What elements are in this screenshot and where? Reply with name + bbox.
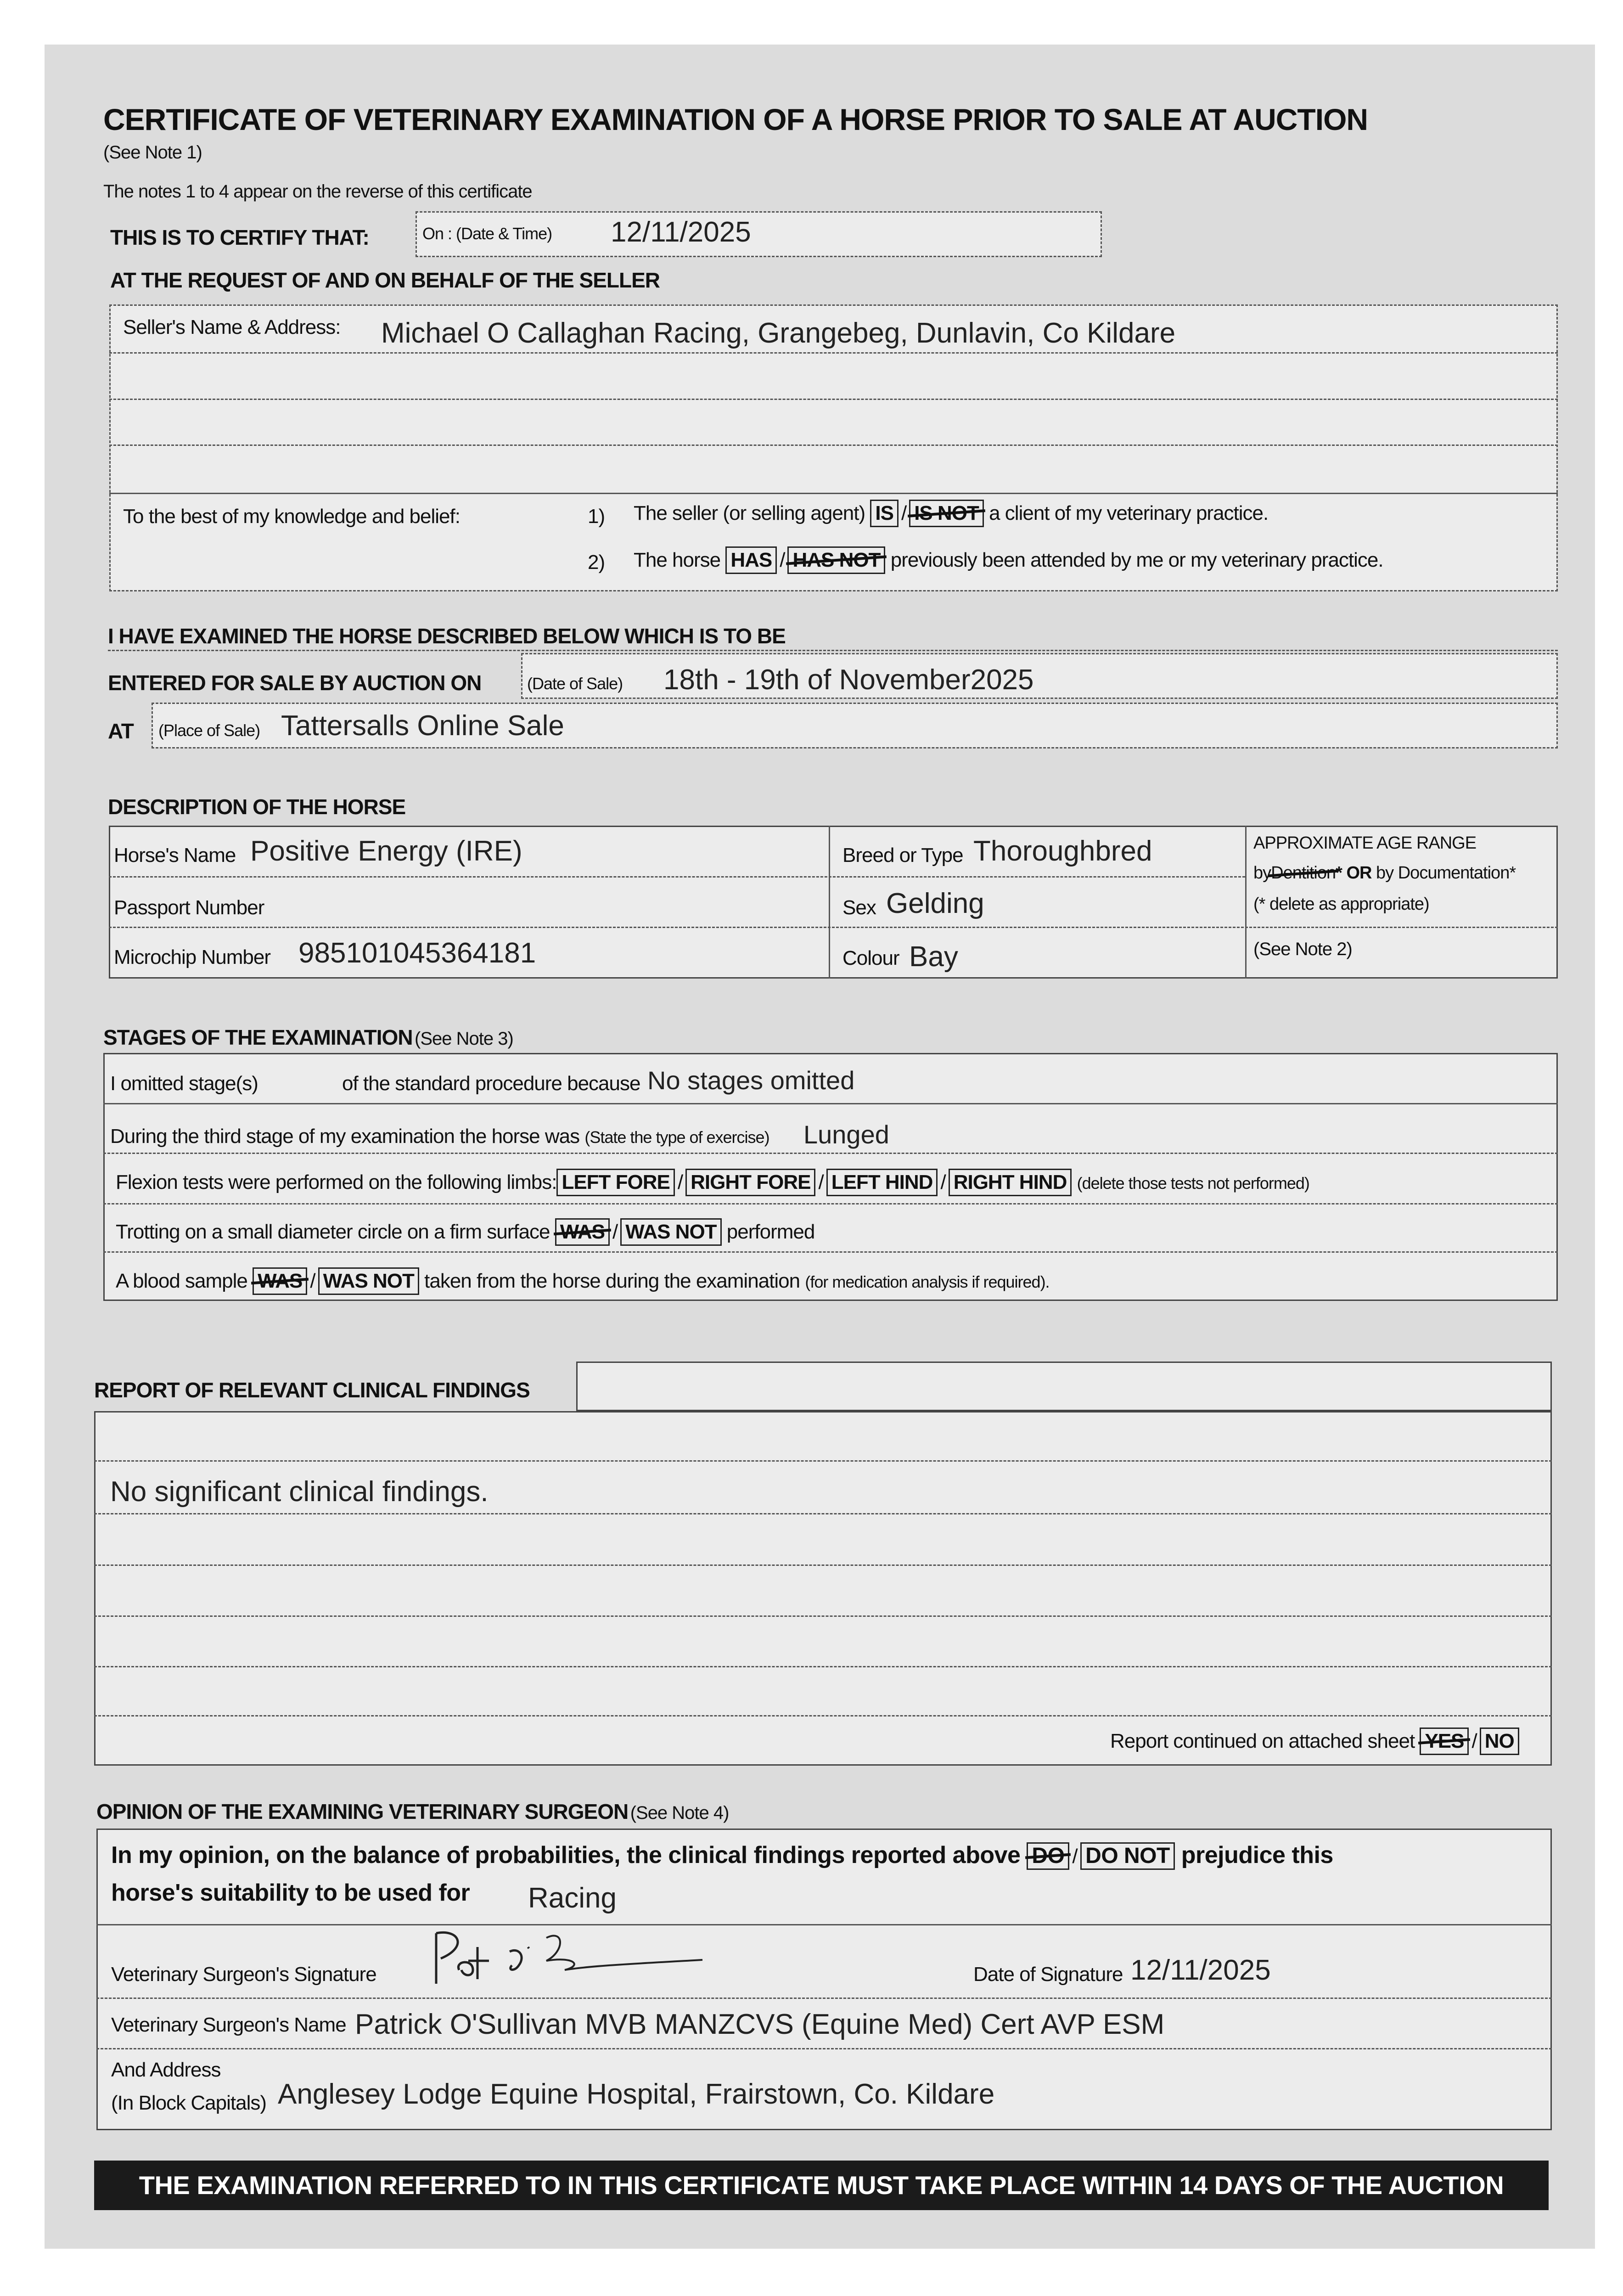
report-continued-row: Report continued on attached sheet YES / NO (1110, 1728, 1519, 1755)
third-stage-small: (State the type of exercise) (584, 1128, 769, 1147)
is-option[interactable]: IS (870, 500, 899, 527)
flexion-note: (delete those tests not performed) (1077, 1174, 1309, 1193)
omitted-mid: of the standard procedure because (342, 1072, 640, 1095)
seller-name-value[interactable]: Michael O Callaghan Racing, Grangebeg, Dunlavin, Co Kildare (381, 317, 1176, 349)
has-option[interactable]: HAS (725, 546, 777, 574)
opinion-heading: OPINION OF THE EXAMINING VETERINARY SURGEON (96, 1800, 629, 1823)
age-see-note: (See Note 2) (1253, 939, 1352, 959)
age-delete-note: (* delete as appropriate) (1253, 895, 1429, 914)
left-hind-option[interactable]: LEFT HIND (826, 1169, 938, 1196)
opinion-heading-row (96, 1799, 729, 1824)
blood-row: A blood sample WAS / WAS NOT taken from the horse during the examination (for medication analysis if required). (116, 1267, 1050, 1295)
sex-value: Gelding (886, 888, 984, 919)
colour-label: Colour (842, 947, 899, 969)
continued-no-option[interactable]: NO (1480, 1728, 1519, 1755)
is-not-option[interactable]: IS NOT (909, 500, 984, 527)
opinion-row-1: In my opinion, on the balance of probabilities, the clinical findings reported above DO / DO NOT prejudice this (111, 1841, 1333, 1870)
breed-label: Breed or Type (842, 844, 963, 867)
age-by: by (1253, 863, 1271, 883)
item2-tail: previously been attended by me or my veterinary practice. (890, 549, 1383, 571)
blood-label: A blood sample (116, 1270, 247, 1292)
third-stage-value: Lunged (803, 1120, 889, 1149)
opinion-text-3: horse's suitability to be used for (111, 1880, 470, 1906)
left-fore-option[interactable]: LEFT FORE (556, 1169, 674, 1196)
colour-value: Bay (909, 941, 958, 973)
see-note-1: (See Note 1) (103, 142, 202, 163)
item1-tail: a client of my veterinary practice. (989, 502, 1269, 524)
sale-date-value: 18th - 19th of November2025 (663, 664, 1034, 696)
continued-yes-option[interactable]: YES (1420, 1728, 1469, 1755)
opinion-text-1: In my opinion, on the balance of probabilities, the clinical findings reported above (111, 1842, 1021, 1868)
belief-label: To the best of my knowledge and belief: (123, 505, 460, 528)
signature-date-value: 12/11/2025 (1130, 1954, 1271, 1986)
flexion-label: Flexion tests were performed on the following limbs: (116, 1171, 557, 1193)
stages-note: (See Note 3) (415, 1029, 513, 1049)
opinion-note: (See Note 4) (630, 1803, 729, 1823)
entered-label: ENTERED FOR SALE BY AUCTION ON (108, 671, 482, 695)
sale-place-label: (Place of Sale) (158, 721, 260, 740)
on-date-label: On : (Date & Time) (422, 224, 552, 243)
signature-label: Veterinary Surgeon's Signature (111, 1963, 376, 1986)
sale-place-value: Tattersalls Online Sale (281, 710, 564, 742)
vet-name-value: Patrick O'Sullivan MVB MANZCVS (Equine Med) Cert AVP ESM (355, 2009, 1165, 2040)
age-heading: APPROXIMATE AGE RANGE (1253, 833, 1477, 853)
age-documentation[interactable]: by Documentation* (1376, 863, 1516, 883)
certify-label: THIS IS TO CERTIFY THAT: (110, 225, 369, 249)
address-label-1: And Address (111, 2059, 221, 2081)
seller-name-label: Seller's Name & Address: (123, 316, 341, 338)
item2-text: The horse (634, 549, 721, 571)
on-date-value: 12/11/2025 (611, 216, 751, 248)
right-hind-option[interactable]: RIGHT HIND (949, 1169, 1072, 1196)
blood-tail: taken from the horse during the examination (424, 1270, 800, 1292)
microchip-label: Microchip Number (114, 946, 270, 968)
certificate-title: CERTIFICATE OF VETERINARY EXAMINATION OF A HORSE PRIOR TO SALE AT AUCTION (103, 102, 1368, 136)
trot-was-not-option[interactable]: WAS NOT (620, 1218, 721, 1246)
trot-tail: performed (726, 1221, 815, 1243)
passport-label: Passport Number (114, 896, 264, 919)
horse-heading: DESCRIPTION OF THE HORSE (108, 795, 406, 819)
report-value: No significant clinical findings. (110, 1476, 489, 1508)
address-label-2: (In Block Capitals) (111, 2092, 267, 2114)
right-fore-option[interactable]: RIGHT FORE (685, 1169, 815, 1196)
horse-name-value: Positive Energy (IRE) (250, 835, 522, 867)
third-stage-row (110, 1125, 769, 1148)
age-or: * OR (1336, 863, 1372, 883)
stages-heading-row (103, 1025, 513, 1050)
trot-was-option[interactable]: WAS (555, 1218, 610, 1246)
signature-date-label: Date of Signature (973, 1963, 1123, 1986)
has-not-option[interactable]: HAS NOT (787, 546, 885, 574)
omitted-label: I omitted stage(s) (110, 1072, 258, 1095)
item2-num: 2) (588, 551, 605, 574)
third-stage-label: During the third stage of my examination the horse was (110, 1125, 580, 1148)
age-dentition-struck[interactable]: Dentition (1271, 863, 1336, 883)
omitted-value: No stages omitted (647, 1066, 855, 1095)
blood-small: (for medication analysis if required). (805, 1272, 1050, 1291)
notes-text: The notes 1 to 4 appear on the reverse of this certificate (103, 181, 532, 202)
breed-value: Thoroughbred (973, 835, 1152, 867)
horse-name-label: Horse's Name (114, 844, 236, 867)
item1-text: The seller (or selling agent) (634, 502, 865, 524)
trot-label: Trotting on a small diameter circle on a firm surface (116, 1221, 550, 1243)
item1-num: 1) (588, 505, 605, 528)
item1-row: The seller (or selling agent) IS / IS NOT a client of my veterinary practice. (634, 500, 1268, 527)
opinion-do-option[interactable]: DO (1027, 1842, 1069, 1870)
footer-banner: THE EXAMINATION REFERRED TO IN THIS CERTIFICATE MUST TAKE PLACE WITHIN 14 DAYS OF THE AUCTION (94, 2161, 1549, 2210)
report-continued-label: Report continued on attached sheet (1110, 1730, 1415, 1752)
report-box[interactable] (94, 1411, 1552, 1766)
vet-name-label: Veterinary Surgeon's Name (111, 2014, 346, 2036)
opinion-text-2: prejudice this (1181, 1842, 1333, 1868)
opinion-use-value: Racing (528, 1882, 617, 1914)
at-label: AT (108, 719, 134, 743)
stages-heading: STAGES OF THE EXAMINATION (103, 1025, 413, 1049)
request-label: AT THE REQUEST OF AND ON BEHALF OF THE SELLER (110, 268, 660, 292)
item2-row: The horse HAS / HAS NOT previously been attended by me or my veterinary practice. (634, 546, 1383, 574)
blood-was-not-option[interactable]: WAS NOT (318, 1267, 419, 1295)
blood-was-option[interactable]: WAS (253, 1267, 307, 1295)
vet-address-value: Anglesey Lodge Equine Hospital, Frairstown, Co. Kildare (278, 2078, 995, 2110)
trot-row: Trotting on a small diameter circle on a firm surface WAS / WAS NOT performed (116, 1218, 814, 1246)
age-options (1253, 863, 1516, 883)
sex-label: Sex (842, 896, 876, 919)
microchip-value: 985101045364181 (298, 937, 536, 969)
report-heading: REPORT OF RELEVANT CLINICAL FINDINGS (94, 1378, 530, 1402)
signature-graphic (427, 1919, 712, 1993)
examined-label: I HAVE EXAMINED THE HORSE DESCRIBED BELOW WHICH IS TO BE (108, 624, 786, 648)
flexion-row: Flexion tests were performed on the following limbs: LEFT FORE / RIGHT FORE / LEFT HIND / RIGHT HIND (delete those tests not performed) (116, 1169, 1309, 1196)
opinion-do-not-option[interactable]: DO NOT (1080, 1842, 1175, 1870)
sale-date-label: (Date of Sale) (527, 674, 623, 693)
report-heading-box (576, 1362, 1552, 1411)
